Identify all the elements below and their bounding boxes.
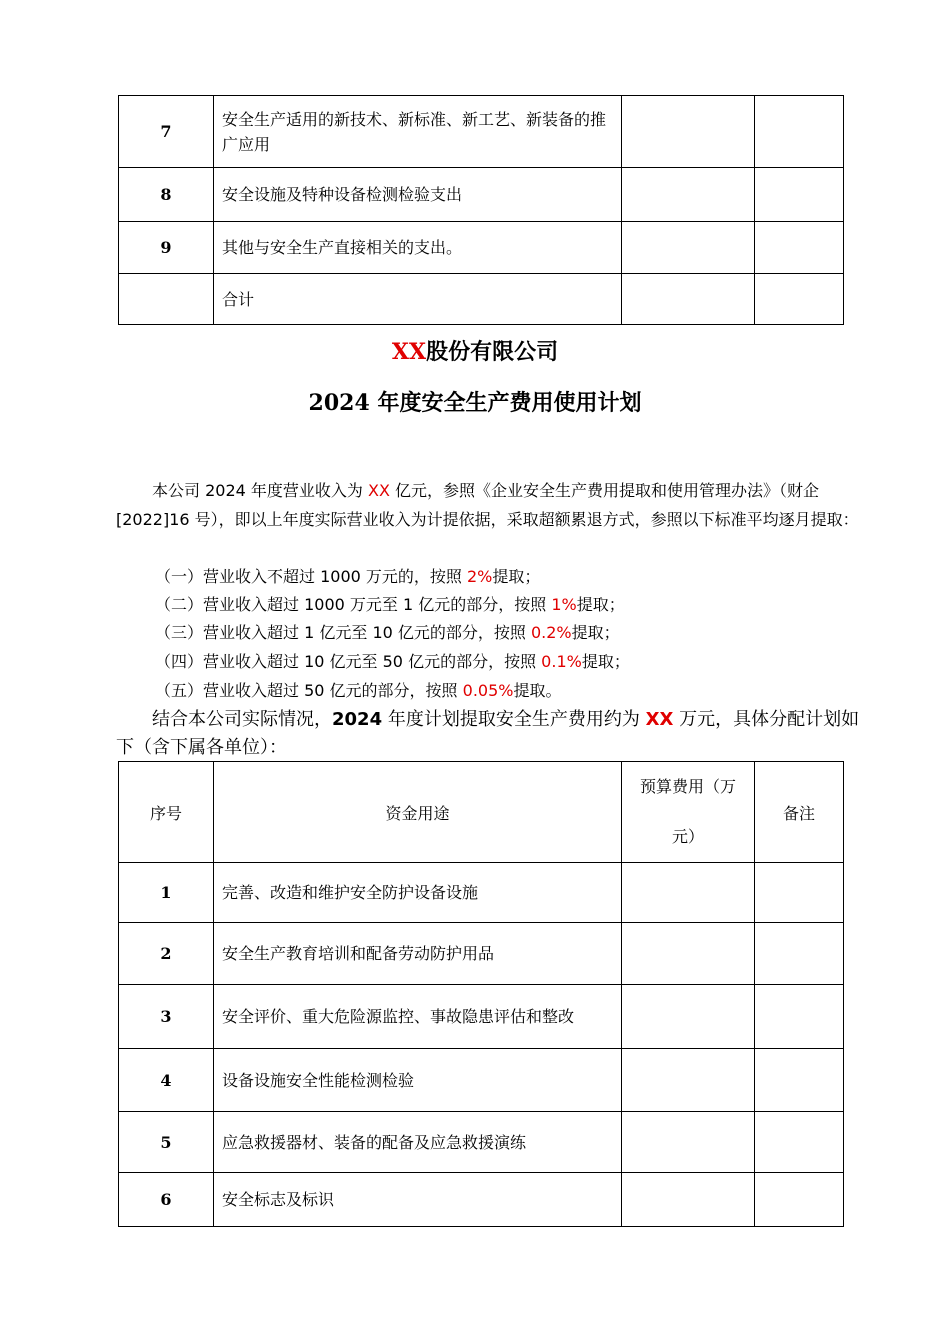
budget-cell: [622, 923, 755, 985]
amount-placeholder: XX: [645, 709, 674, 730]
note-cell: [755, 1173, 844, 1227]
note-cell: [755, 1112, 844, 1173]
budget-cell: [622, 863, 755, 923]
row-description: 安全生产适用的新技术、新标准、新工艺、新装备的推广应用: [214, 96, 622, 168]
company-name: 股份有限公司: [426, 340, 559, 365]
table-row: [119, 222, 844, 274]
table-header-row: [119, 762, 844, 863]
budget-cell: [622, 96, 755, 168]
note-cell: [755, 985, 844, 1049]
rate-value: 1%: [551, 595, 577, 614]
budget-cell: [622, 985, 755, 1049]
row-description: 设备设施安全性能检测检验: [214, 1049, 622, 1112]
rate-value: 2%: [467, 567, 493, 586]
note-cell: [755, 222, 844, 274]
row-number: 1: [119, 863, 214, 923]
table-row: [119, 1173, 844, 1227]
budget-table: [118, 761, 844, 1227]
table-row-total: [119, 274, 844, 325]
company-title: [0, 337, 950, 368]
header-use: 资金用途: [214, 762, 622, 863]
table-row: [119, 923, 844, 985]
row-description: 安全生产教育培训和配备劳动防护用品: [214, 923, 622, 985]
budget-cell: [622, 1112, 755, 1173]
row-description: 安全设施及特种设备检测检验支出: [214, 168, 622, 222]
plan-title: [0, 388, 950, 419]
budget-cell: [622, 1049, 755, 1112]
summary-text-2: 年度计划提取安全生产费用约为: [387, 709, 640, 730]
rate-tail: 提取；: [571, 623, 620, 642]
row-description: 安全评价、重大危险源监控、事故隐患评估和整改: [214, 985, 622, 1049]
row-description: 安全标志及标识: [214, 1173, 622, 1227]
note-cell: [755, 168, 844, 222]
header-number: 序号: [119, 762, 214, 863]
rate-item: [155, 647, 630, 676]
budget-cell: [622, 1173, 755, 1227]
summary-paragraph: [116, 706, 876, 762]
row-number: 7: [119, 96, 214, 168]
note-cell: [755, 96, 844, 168]
rate-text: （四）营业收入超过 10 亿元至 50 亿元的部分，按照: [155, 652, 537, 671]
row-description: 完善、改造和维护安全防护设备设施: [214, 863, 622, 923]
budget-cell: [622, 222, 755, 274]
rate-text: （二）营业收入超过 1000 万元至 1 亿元的部分，按照: [155, 595, 547, 614]
row-number: 2: [119, 923, 214, 985]
header-budget-line2: 元）: [671, 827, 704, 846]
revenue-placeholder: XX: [368, 481, 390, 500]
summary-text-1: 结合本公司实际情况，: [152, 709, 332, 730]
summary-year: 2024: [332, 709, 383, 730]
table-row: [119, 96, 844, 168]
intro-paragraph: [116, 476, 868, 534]
row-number: 9: [119, 222, 214, 274]
rate-item: [155, 676, 561, 705]
plan-year: 2024: [308, 390, 370, 416]
budget-cell: [622, 274, 755, 325]
top-table: [118, 95, 844, 325]
row-number: [119, 274, 214, 325]
table-row: [119, 985, 844, 1049]
header-budget-line1: 预算费用（万: [639, 777, 736, 796]
rate-tail: 提取。: [513, 681, 562, 700]
rate-tail: 提取；: [492, 567, 541, 586]
intro-text-2: 亿元，参照《企业安全生产费用提取和使用管理办法》（财企[2022]16 号），即以上年度实际营业收入为计提依据，采取超额累退方式，参照以下标准平均逐月提取：: [116, 481, 859, 529]
table-row: [119, 863, 844, 923]
intro-text-1: 本公司 2024 年度营业收入为: [152, 481, 363, 500]
rate-text: （一）营业收入不超过 1000 万元的，按照: [155, 567, 462, 586]
rate-value: 0.1%: [541, 652, 582, 671]
company-placeholder: XX: [391, 339, 427, 365]
row-number: 3: [119, 985, 214, 1049]
rate-item: [155, 618, 620, 647]
row-description: 合计: [214, 274, 622, 325]
plan-title-text: 年度安全生产费用使用计划: [377, 391, 642, 416]
note-cell: [755, 274, 844, 325]
rate-value: 0.05%: [462, 681, 514, 700]
note-cell: [755, 1049, 844, 1112]
note-cell: [755, 923, 844, 985]
rate-item: [155, 590, 625, 619]
rate-text: （三）营业收入超过 1 亿元至 10 亿元的部分，按照: [155, 623, 526, 642]
row-number: 5: [119, 1112, 214, 1173]
budget-cell: [622, 168, 755, 222]
table-row: [119, 1049, 844, 1112]
row-description: 应急救援器材、装备的配备及应急救援演练: [214, 1112, 622, 1173]
row-number: 8: [119, 168, 214, 222]
summary-text-3: 万元，具体分配计划如下（含下属各单位）：: [116, 709, 860, 758]
row-number: 4: [119, 1049, 214, 1112]
table-row: [119, 1112, 844, 1173]
rate-text: （五）营业收入超过 50 亿元的部分，按照: [155, 681, 458, 700]
header-budget: [622, 762, 755, 863]
row-description: 其他与安全生产直接相关的支出。: [214, 222, 622, 274]
note-cell: [755, 863, 844, 923]
rate-value: 0.2%: [530, 623, 572, 642]
table-row: [119, 168, 844, 222]
row-number: 6: [119, 1173, 214, 1227]
rate-tail: 提取；: [581, 652, 630, 671]
rate-item: [155, 562, 540, 591]
rate-tail: 提取；: [576, 595, 625, 614]
header-note: 备注: [755, 762, 844, 863]
